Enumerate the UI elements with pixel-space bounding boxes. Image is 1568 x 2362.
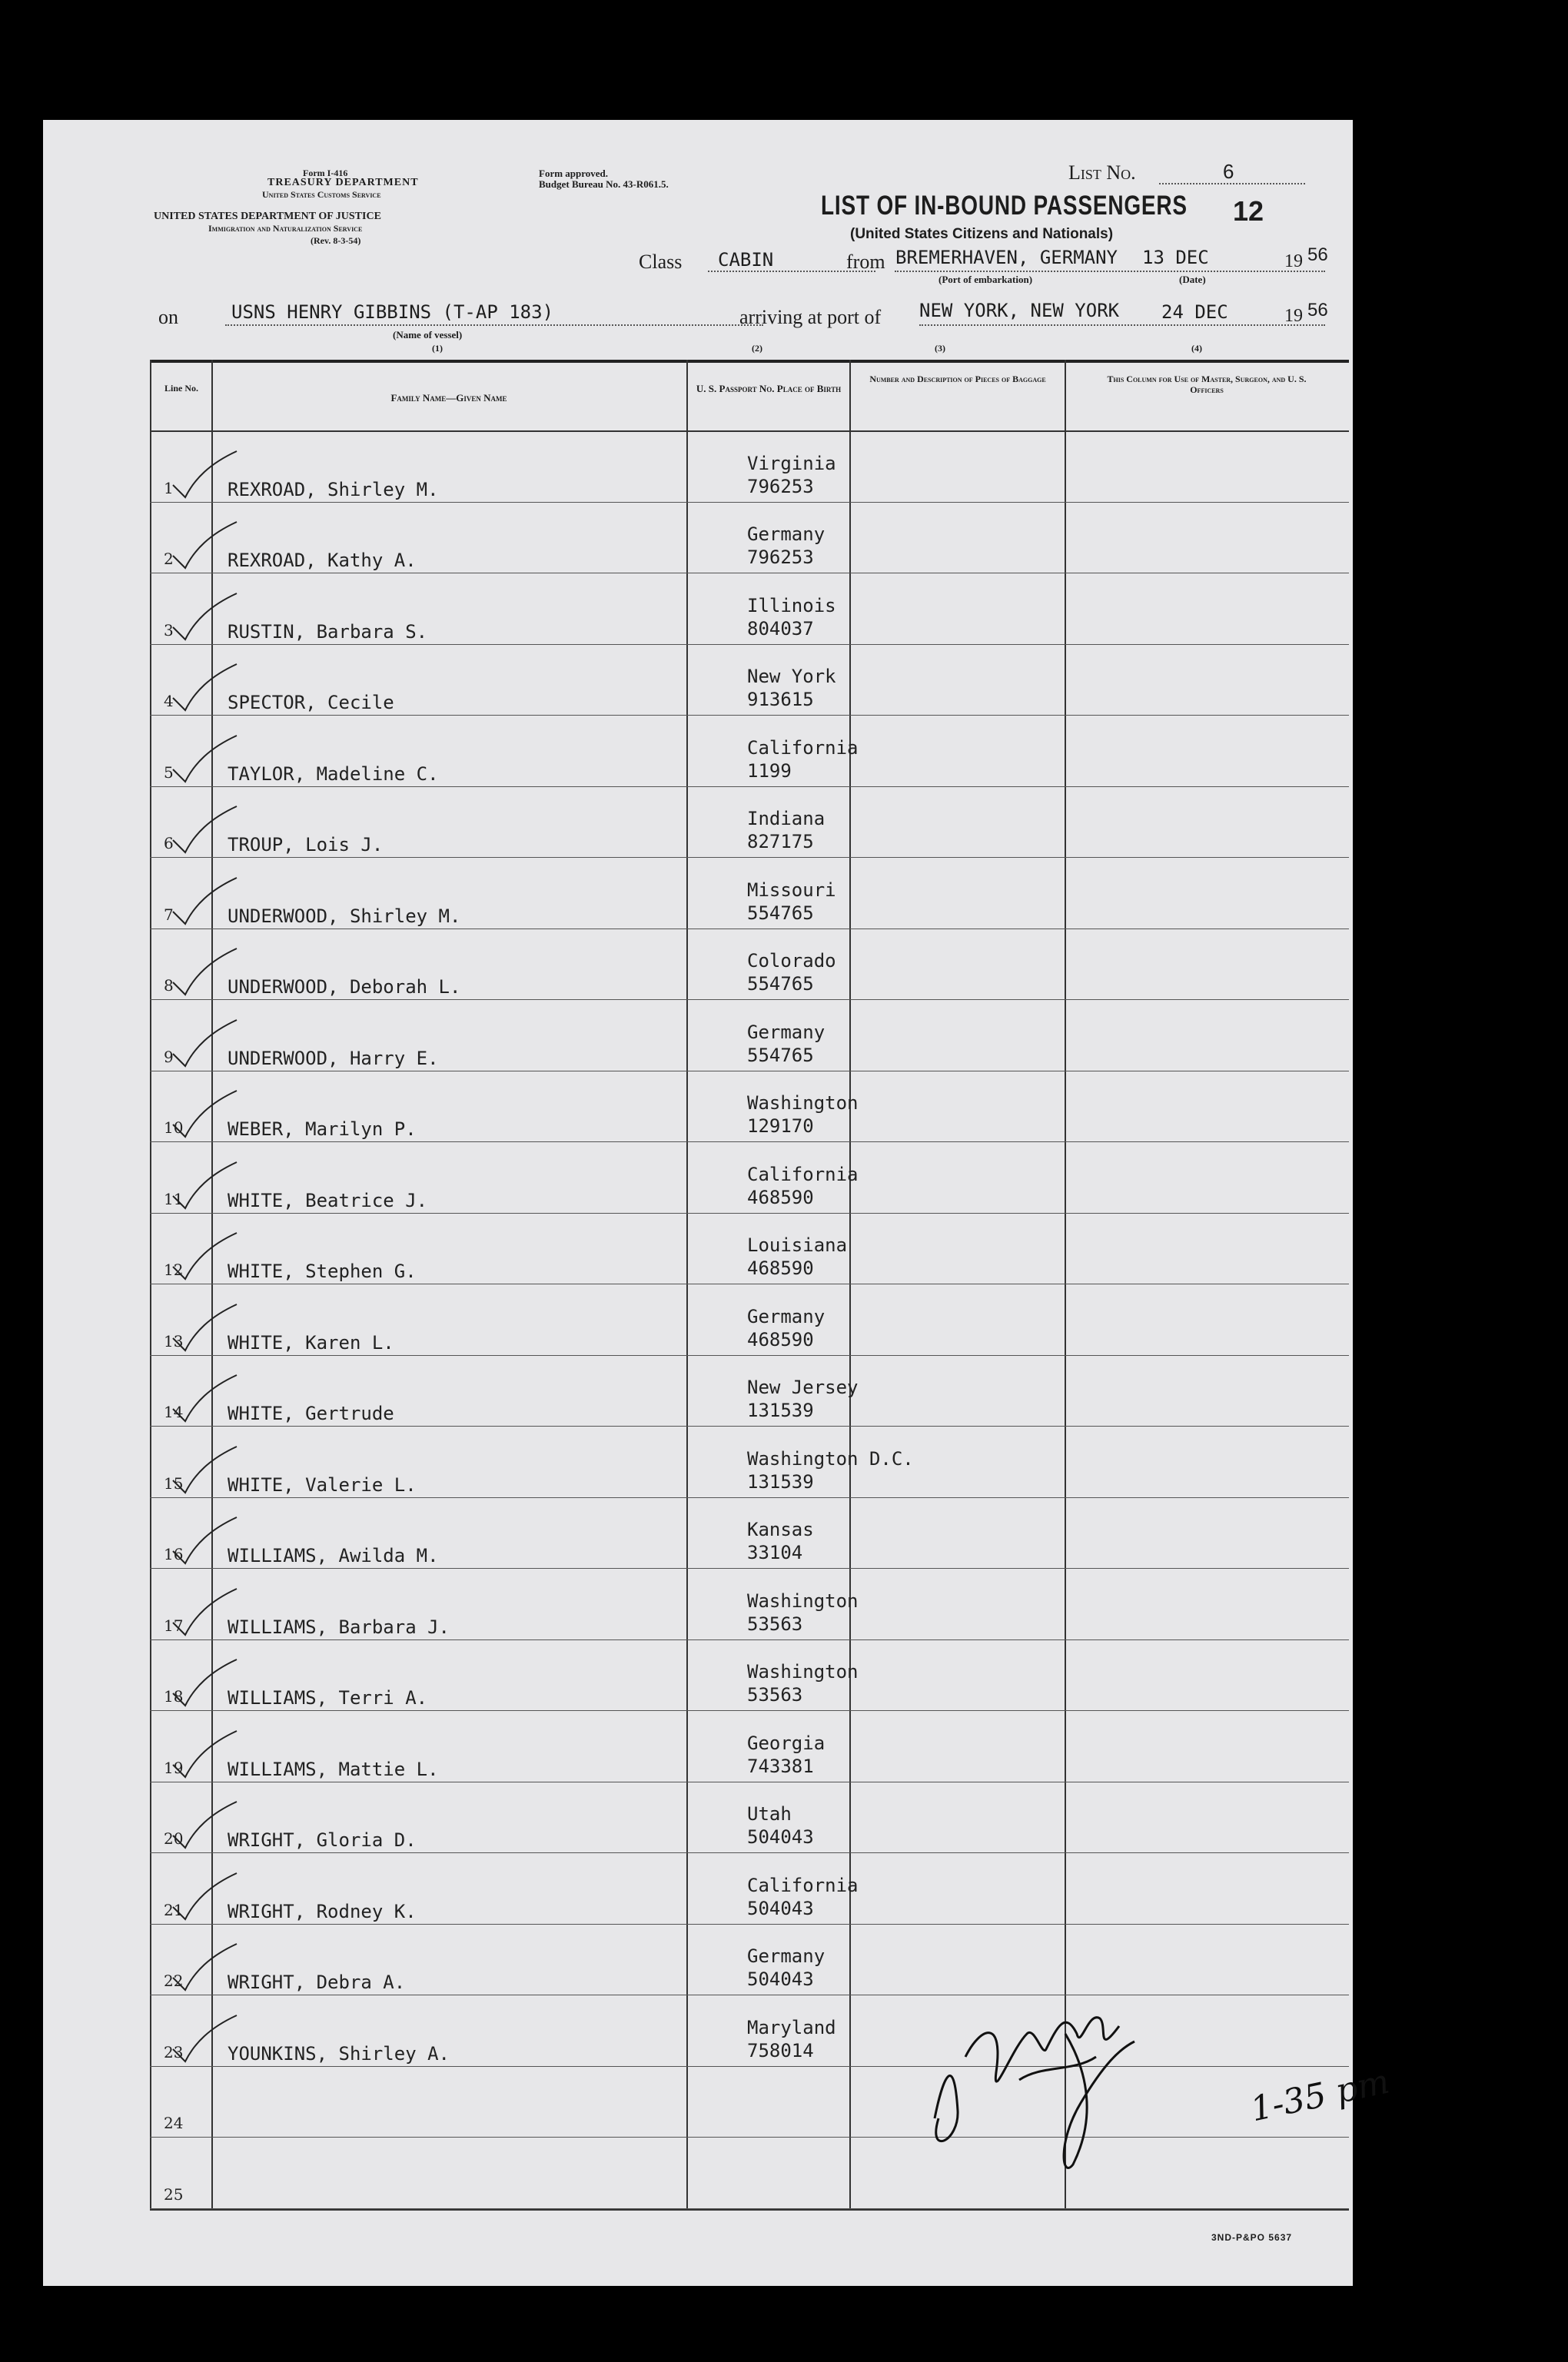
row-divider (150, 1213, 1349, 1214)
passport-number: 913615 (747, 689, 814, 710)
place-of-birth: Colorado (747, 950, 836, 972)
row-line-number: 14 (164, 1403, 184, 1421)
row-divider (150, 1639, 1349, 1640)
passport-number: 468590 (747, 1328, 814, 1350)
place-of-birth: Missouri (747, 879, 836, 901)
check-mark (171, 519, 241, 573)
passport-number: 796253 (747, 546, 814, 568)
arriving-label: arriving at port of (739, 306, 882, 328)
header-officers: This Column for Use of Master, Surgeon, and U. S. Officers (1107, 374, 1307, 395)
row-line-number: 5 (164, 762, 174, 782)
passport-number: 554765 (747, 1044, 814, 1066)
passport-number: 827175 (747, 831, 814, 852)
passport-number: 1199 (747, 759, 792, 782)
row-divider (150, 1141, 1349, 1142)
form-number: Form I-416 (303, 168, 348, 178)
row-line-number: 9 (164, 1047, 174, 1066)
place-of-birth: California (747, 736, 859, 759)
on-label: on (158, 306, 178, 328)
passport-number: 468590 (747, 1257, 814, 1279)
passenger-name: WHITE, Gertrude (228, 1403, 394, 1424)
row-line-number: 18 (164, 1687, 184, 1706)
manifest-page (43, 120, 1394, 2286)
place-of-birth: New York (747, 666, 836, 687)
check-mark (171, 1372, 241, 1426)
passport-number: 758014 (747, 2039, 814, 2061)
class-label: Class (639, 251, 683, 273)
row-divider (150, 502, 1349, 503)
row-line-number: 4 (164, 692, 174, 710)
row-line-number: 6 (164, 834, 174, 852)
check-mark (171, 1301, 241, 1355)
passenger-name: REXROAD, Kathy A. (228, 550, 417, 571)
page-number: 12 (1233, 195, 1264, 227)
table-top-border (150, 360, 1349, 363)
row-line-number: 7 (164, 905, 174, 924)
row-divider (150, 1924, 1349, 1925)
row-divider (150, 786, 1349, 787)
embark-underline (895, 271, 1325, 272)
row-line-number: 10 (164, 1118, 184, 1137)
place-of-birth: California (747, 1163, 859, 1185)
row-divider (150, 1426, 1349, 1427)
place-of-birth: Washington (747, 1661, 859, 1683)
passenger-name: WRIGHT, Debra A. (228, 1972, 406, 1993)
officer-signature (912, 1965, 1142, 2164)
place-of-birth: Maryland (747, 2016, 836, 2038)
passport-number: 804037 (747, 617, 814, 640)
passenger-name: UNDERWOOD, Harry E. (228, 1047, 439, 1069)
vessel-name: USNS HENRY GIBBINS (T-AP 183) (231, 301, 554, 323)
passenger-name: WHITE, Valerie L. (228, 1473, 417, 1496)
passenger-name: TROUP, Lois J. (228, 834, 384, 855)
year-prefix-2: 19 (1284, 306, 1303, 326)
manifest-subtitle: (United States Citizens and Nationals) (850, 226, 1114, 242)
row-line-number: 23 (164, 2042, 184, 2061)
list-no-value: 6 (1223, 160, 1234, 183)
customs-service: United States Customs Service (262, 189, 381, 200)
row-divider (150, 2066, 1349, 2067)
passenger-name: WEBER, Marilyn P. (228, 1118, 417, 1140)
place-of-birth: Washington D.C. (747, 1447, 914, 1470)
passenger-name: WHITE, Beatrice J. (228, 1189, 428, 1211)
passenger-name: REXROAD, Shirley M. (228, 478, 439, 500)
passport-number: 33104 (747, 1542, 803, 1563)
from-label: from (846, 251, 885, 273)
check-mark (171, 875, 241, 929)
check-mark (171, 945, 241, 999)
place-of-birth: Germany (747, 1945, 826, 1967)
handwritten-note: 1-35 pm (1247, 2061, 1394, 2130)
manifest-title: LIST OF IN-BOUND PASSENGERS (821, 191, 1188, 221)
passport-number: 743381 (747, 1755, 814, 1777)
row-line-number: 12 (164, 1261, 184, 1279)
row-divider (150, 999, 1349, 1000)
row-line-number: 16 (164, 1545, 184, 1563)
check-mark (171, 1017, 241, 1071)
check-mark (171, 590, 241, 644)
budget-bureau: Budget Bureau No. 43-R061.5. (539, 178, 669, 190)
embark-port-caption: (Port of embarkation) (938, 274, 1033, 285)
header-line-no: Line No. (164, 383, 198, 394)
row-line-number: 15 (164, 1473, 184, 1493)
place-of-birth: Indiana (747, 808, 826, 829)
embark-date: 13 DEC (1142, 247, 1209, 268)
passenger-name: WRIGHT, Rodney K. (228, 1900, 417, 1922)
list-no-label: List No. (1068, 161, 1136, 184)
passenger-name: WRIGHT, Gloria D. (228, 1829, 417, 1851)
passenger-name: YOUNKINS, Shirley A. (228, 2042, 450, 2065)
passport-number: 131539 (747, 1400, 814, 1421)
check-mark (171, 448, 241, 502)
year-suffix-2: 56 (1307, 300, 1328, 321)
place-of-birth: Kansas (747, 1519, 814, 1540)
row-line-number: 13 (164, 1331, 184, 1350)
passenger-name: WHITE, Stephen G. (228, 1261, 417, 1282)
place-of-birth: Georgia (747, 1732, 826, 1754)
check-mark (171, 1728, 241, 1782)
row-line-number: 21 (164, 1900, 184, 1919)
place-of-birth: Washington (747, 1092, 859, 1114)
table-left-border (150, 360, 151, 2211)
passenger-name: WILLIAMS, Awilda M. (228, 1545, 439, 1566)
vessel-underline (225, 324, 763, 326)
passenger-name: WILLIAMS, Mattie L. (228, 1758, 439, 1780)
passenger-name: SPECTOR, Cecile (228, 692, 394, 713)
place-of-birth: Virginia (747, 452, 836, 474)
place-of-birth: Illinois (747, 594, 836, 616)
check-mark (171, 803, 241, 857)
check-mark (171, 1088, 241, 1141)
year-suffix: 56 (1307, 244, 1328, 265)
row-divider (150, 2137, 1349, 2138)
passenger-name: UNDERWOOD, Deborah L. (228, 976, 461, 998)
header-baggage: Number and Description of Pieces of Baggage (869, 374, 1046, 384)
place-of-birth: Germany (747, 523, 826, 545)
check-mark (171, 1443, 241, 1497)
check-mark (171, 661, 241, 715)
row-divider (150, 715, 1349, 716)
row-divider (150, 1355, 1349, 1356)
col-divider-name (686, 360, 688, 2211)
row-line-number: 24 (164, 2114, 184, 2132)
passenger-name: TAYLOR, Madeline C. (228, 762, 439, 785)
col-divider-baggage (1065, 360, 1066, 2211)
check-mark (171, 1159, 241, 1213)
check-mark (171, 1656, 241, 1710)
arrival-port: NEW YORK, NEW YORK (919, 300, 1120, 321)
passport-number: 468590 (747, 1186, 814, 1208)
treasury-dept: TREASURY DEPARTMENT (267, 177, 419, 188)
row-line-number: 17 (164, 1616, 184, 1635)
row-line-number: 25 (164, 2184, 184, 2204)
check-mark (171, 1870, 241, 1924)
arrival-underline (919, 324, 1325, 326)
place-of-birth: New Jersey (747, 1377, 859, 1398)
row-line-number: 20 (164, 1829, 184, 1848)
row-divider (150, 2208, 1349, 2209)
passenger-name: WILLIAMS, Barbara J. (228, 1616, 450, 1638)
check-mark (171, 733, 241, 786)
check-mark (171, 1586, 241, 1639)
revision-date: (Rev. 8-3-54) (311, 235, 361, 246)
col-divider-passport (849, 360, 851, 2211)
check-mark (171, 1941, 241, 1995)
row-line-number: 19 (164, 1758, 184, 1777)
row-divider (150, 857, 1349, 858)
passport-number: 53563 (747, 1613, 803, 1635)
row-divider (150, 1497, 1349, 1498)
place-of-birth: Utah (747, 1803, 792, 1825)
row-divider (150, 644, 1349, 645)
form-approved: Form approved. (539, 168, 609, 179)
footer-code: 3ND-P&PO 5637 (1211, 2232, 1293, 2243)
row-divider (150, 1710, 1349, 1711)
row-line-number: 11 (164, 1189, 184, 1208)
passenger-name: WILLIAMS, Terri A. (228, 1687, 428, 1709)
passenger-name: WHITE, Karen L. (228, 1331, 394, 1354)
check-mark (171, 2012, 241, 2066)
row-line-number: 2 (164, 550, 174, 568)
row-line-number: 3 (164, 620, 174, 640)
passport-number: 504043 (747, 1897, 814, 1919)
passport-number: 796253 (747, 475, 814, 497)
place-of-birth: Louisiana (747, 1234, 848, 1256)
check-mark (171, 1514, 241, 1568)
passenger-name: UNDERWOOD, Shirley M. (228, 905, 461, 927)
embark-port: BREMERHAVEN, GERMANY (895, 247, 1118, 268)
ins-service: Immigration and Naturalization Service (208, 223, 363, 234)
row-divider (150, 1568, 1349, 1569)
place-of-birth: Germany (747, 1305, 826, 1327)
row-divider (150, 1852, 1349, 1853)
table-bottom-border (150, 2209, 1349, 2211)
col-num-4: (4) (1191, 343, 1202, 354)
check-mark (171, 1230, 241, 1284)
justice-dept: UNITED STATES DEPARTMENT OF JUSTICE (154, 211, 381, 222)
passport-number: 554765 (747, 973, 814, 995)
col-num-3: (3) (935, 343, 945, 354)
passport-number: 504043 (747, 1968, 814, 1990)
passport-number: 554765 (747, 902, 814, 924)
date-caption: (Date) (1179, 274, 1206, 285)
vessel-caption: (Name of vessel) (393, 329, 463, 341)
row-line-number: 22 (164, 1972, 184, 1990)
header-name: Family Name—Given Name (390, 392, 507, 404)
col-num-1: (1) (432, 343, 443, 354)
place-of-birth: California (747, 1874, 859, 1896)
passport-number: 504043 (747, 1826, 814, 1848)
place-of-birth: Germany (747, 1021, 826, 1043)
passport-number: 129170 (747, 1115, 814, 1137)
passenger-table (150, 360, 1349, 2211)
class-value: CABIN (718, 249, 774, 271)
col-num-2: (2) (752, 343, 762, 354)
row-line-number: 8 (164, 976, 174, 995)
place-of-birth: Washington (747, 1590, 859, 1612)
header-passport: U. S. Passport No. Place of Birth (696, 383, 842, 394)
row-line-number: 1 (164, 478, 174, 497)
passport-number: 53563 (747, 1684, 803, 1706)
check-mark (171, 1799, 241, 1852)
year-prefix: 19 (1284, 251, 1303, 271)
table-header-bottom (150, 430, 1349, 432)
arrival-date: 24 DEC (1161, 301, 1228, 323)
passport-number: 131539 (747, 1470, 814, 1493)
passenger-name: RUSTIN, Barbara S. (228, 620, 428, 643)
